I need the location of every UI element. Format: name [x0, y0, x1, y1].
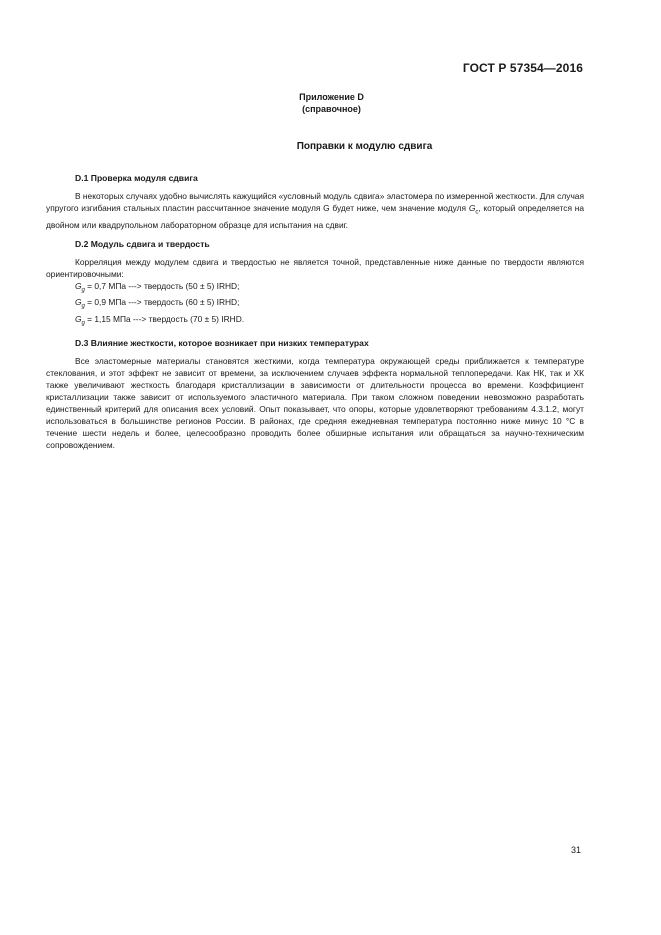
page-number: 31	[570, 845, 581, 855]
formula-text: = 0,9 МПа ---> твердость (60 ± 5) IRHD;	[84, 297, 240, 308]
formula-symbol: G	[75, 297, 82, 308]
annex-heading	[0, 91, 661, 115]
formula-text: = 0,7 МПа ---> твердость (50 ± 5) IRHD;	[84, 280, 240, 291]
page-title: Поправки к модулю сдвига	[296, 141, 433, 152]
formula-line	[46, 296, 584, 313]
formula-subscript: g	[81, 304, 85, 311]
section-d2-paragraph: Корреляция между модулем сдвига и твердостью не является точной, представленные ниже данные по твердости являются ориентировочными:	[46, 256, 584, 279]
section-d3-heading: D.3 Влияние жесткости, которое возникает при низких температурах	[75, 337, 369, 348]
formula-text: = 1,15 МПа ---> твердость (70 ± 5) IRHD.	[84, 314, 245, 325]
section-d3-paragraph: Все эластомерные материалы становятся жесткими, когда температура окружающей среды приближается к температуре стеклования, и этот эффект не зависит от времени, за исключением случаев эффекта нормальной теплопередачи. Как НК, так и ХК также увеличивают жесткость благодаря кристаллизации в зависимости от длительности процесса во времени. Коэффициент кристаллизации также зависит от используемого эластичного материала. При таком сложном поведении невозможно разработать единственный критерий для описания всех условий. Опыт показывает, что опоры, которые удовлетворяют требованиям 4.3.1.2, могут использоваться в большинстве регионов России. В районах, где средняя ежедневная температура постоянно ниже минус 10 °С в течение шести недель и более, целесообразно проводить более обширные испытания или обращаться за научно-техническим сопровождением.	[46, 355, 584, 450]
d1-text-a: В некоторых случаях удобно вычислять кажущийся «условный модуль сдвига» эластомера по измеренной жесткости. Для случая упругого изгибания стальных пластин рассчитанное значение модуля G будет ниже, чем значение модуля	[46, 191, 584, 213]
gc-symbol: G	[468, 203, 476, 213]
annex-title: Приложение D	[299, 92, 364, 102]
standard-code: ГОСТ Р 57354—2016	[462, 61, 583, 75]
section-d1-paragraph	[46, 190, 584, 231]
formula-line	[46, 313, 584, 330]
formula-symbol: G	[75, 280, 82, 291]
section-d1-heading: D.1 Проверка модуля сдвига	[75, 173, 198, 183]
gc-subscript: c	[475, 209, 479, 216]
formula-subscript: g	[81, 320, 85, 327]
document-body	[46, 172, 584, 451]
annex-subtitle: (справочное)	[302, 104, 361, 114]
d1-text-b: , который определяется на двойном или квадрупольном лабораторном образце для испытания на сдвиг.	[46, 203, 584, 230]
formula-symbol: G	[75, 314, 82, 325]
formula-subscript: g	[81, 287, 85, 294]
formula-line	[46, 280, 584, 297]
section-d2-heading: D.2 Модуль сдвига и твердость	[75, 238, 210, 249]
